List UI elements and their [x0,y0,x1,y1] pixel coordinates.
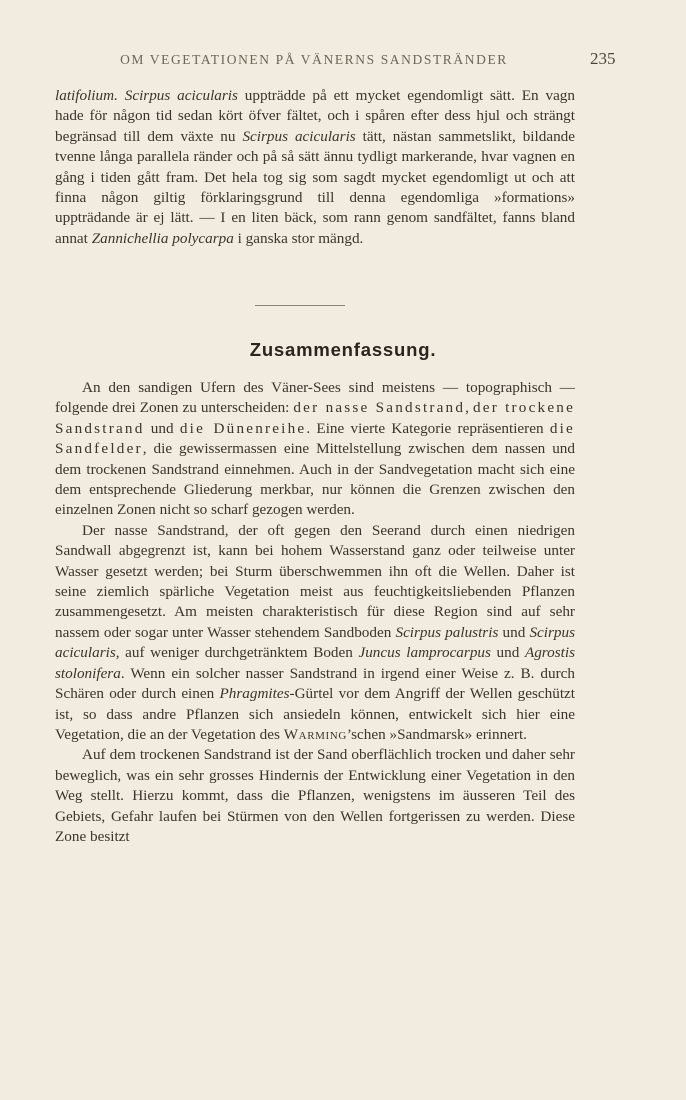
page-number: 235 [590,49,616,68]
running-header: OM VEGETATIONEN PÅ VÄNERNS SANDSTRÄNDER [120,52,508,67]
paragraph [55,86,575,249]
paragraph [55,745,575,847]
species-name: Zannichellia polycarpa [91,229,234,247]
paragraph [55,378,575,521]
species-name: Agrostis stolonifera [55,644,576,682]
text-run: und [498,623,530,641]
paragraph [55,521,575,745]
emphasized-term: der nasse Sandstrand [293,399,466,417]
text-run: , die gewissermassen eine Mittelstellung zwischen dem nassen und dem trockenen Sandstrand einnehmen. Auch in der Sandvegetation macht sich eine dem entsprechende Gliederung merkbar, nur können die Grenzen zwischen den einzelnen Zonen nicht so scharf gezogen werden. [55,440,575,519]
species-name: latifolium. [55,87,118,104]
emphasized-term: die Sandfelder [55,419,575,458]
text-run: tätt, nästan sammetslikt, bildande tvenne långa parallela ränder och på så sätt ännu tydligt markerande, hvar vagnen en gång i tiden gått fram. Det hela tog sig som sagdt mycket egendomligt ut och att finna någon giltig förklaringsgrund till denna egendomliga »formations» uppträdande är ej lätt. — I en liten bäck, som rann genom sandfältet, fanns bland annat [55,127,575,247]
section-heading: Zusammenfassung. [249,339,437,360]
species-name: Scirpus acicularis [124,87,238,104]
emphasized-term: die Dünenreihe [179,419,307,437]
text-run: Auf dem trockenen Sandstrand ist der Sand oberflächlich trocken und daher sehr beweglich, was ein sehr grosses Hindernis der Entwicklung einer Vegetation in den Weg stellt. Hierzu kommt, dass die Pflanzen, wenigstens im äusseren Teil des Gebiets, Gefahr laufen bei Stürmen von den Wellen fortgerissen zu werden. Diese Zone besitzt [55,746,575,845]
text-run: , auf weniger durchgetränktem Boden [115,644,359,662]
text-run: . Wenn ein solcher nasser Sandstrand in irgend einer Weise z. B. durch Schären oder durch einen [55,664,575,703]
text-run: . Eine vierte Kategorie repräsentieren [306,419,550,437]
text-run: An den sandigen Ufern des Väner-Sees sind meistens — topographisch — folgende drei Zonen zu unterscheiden: [55,379,575,417]
species-name: Juncus lamprocarpus [358,644,491,662]
emphasized-term: der trockene Sandstrand [55,399,576,437]
german-summary-block [55,378,575,847]
text-run: -Gürtel vor dem Angriff der Wellen geschützt ist, so dass andre Pflanzen sich ansiedeln können, entwickelt sich hier eine Vegetation, die an der Vegetation des [55,685,575,743]
text-run: und [490,644,525,662]
section-divider [255,305,345,306]
text-run: ’schen »Sandmarsk» erinnert. [346,725,527,743]
species-name: Scirpus acicularis [242,127,356,145]
species-name: Scirpus acicularis [55,623,575,662]
text-run: Der nasse Sandstrand, der oft gegen den Seerand durch einen niedrigen Sandwall abgegrenzt ist, kann bei hohem Wasserstand ganz oder teilweise unter Wasser gesetzt werden; bei Sturm überschwemmen ihn oft die Wellen. Daher ist seine ziemlich spärliche Vegetation meist aus feuchtigkeitsliebenden Pflanzen zusammengesetzt. Am meisten charakteristisch für diese Region sind auf sehr nassem oder sogar unter Wasser stehendem Sandboden [55,521,575,641]
author-name: Warming [283,725,347,743]
text-run: und [144,419,180,437]
swedish-text-block [55,86,575,249]
species-name: Phragmites [219,685,290,703]
text-run [118,87,125,104]
text-run: , [465,399,473,417]
text-run: i ganska stor mängd. [233,229,364,247]
text-run: uppträdde på ett mycket egendomligt sätt. En vagn hade för någon tid sedan kört öfver fältet, och i spåren efter dess hjul och strängt begränsad till dem växte nu [55,87,575,145]
species-name: Scirpus palustris [395,623,499,641]
